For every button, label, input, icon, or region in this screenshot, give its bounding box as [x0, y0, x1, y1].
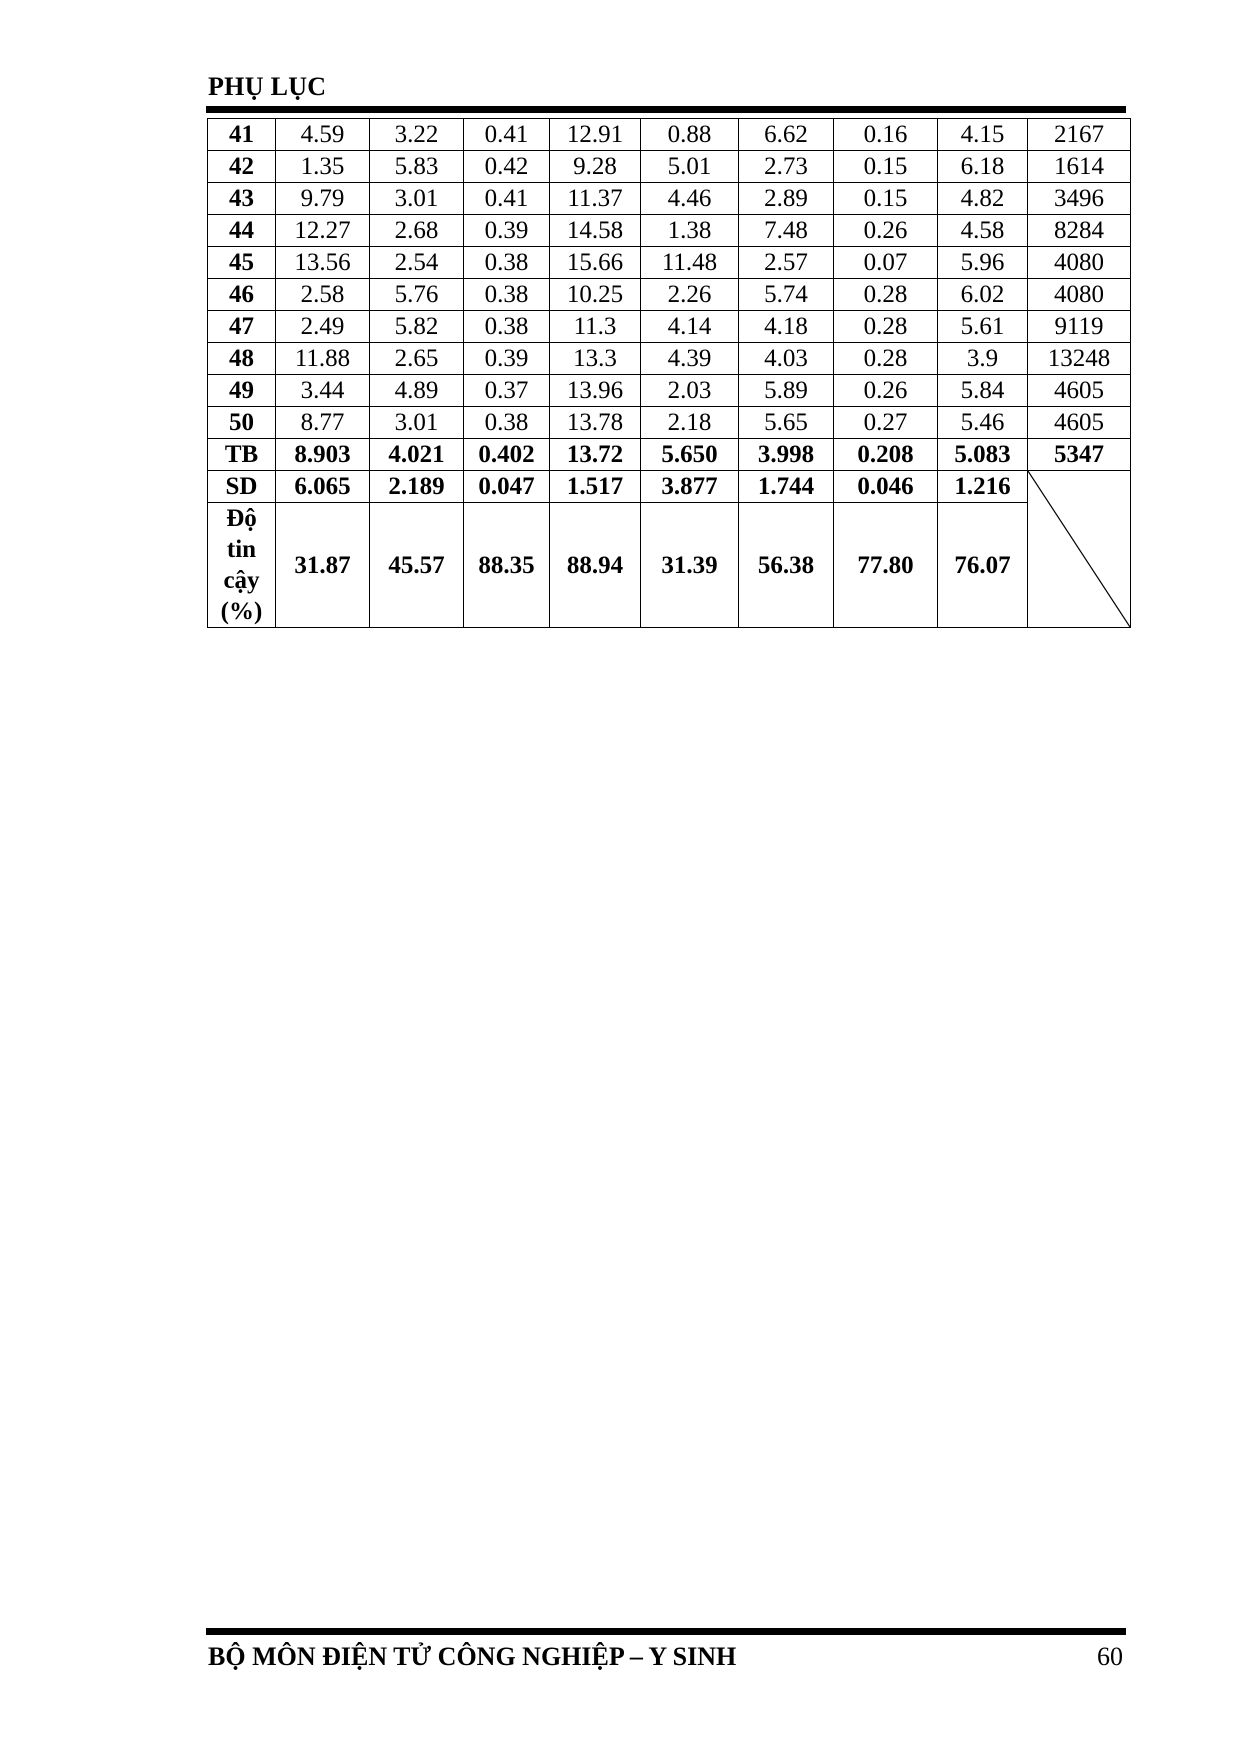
table-cell: 0.27	[834, 407, 938, 439]
mean-cell: 13.72	[550, 439, 641, 471]
mean-row-label: TB	[208, 439, 276, 471]
table-cell: 2.26	[641, 279, 739, 311]
table-cell: 0.28	[834, 343, 938, 375]
table-cell: 11.37	[550, 183, 641, 215]
table-cell: 2167	[1028, 119, 1131, 151]
table-cell: 5.61	[938, 311, 1028, 343]
confidence-cell: 76.07	[938, 503, 1028, 628]
table-row	[208, 407, 1131, 439]
table-cell: 0.26	[834, 375, 938, 407]
table-cell: 0.16	[834, 119, 938, 151]
row-label: 46	[208, 279, 276, 311]
table-cell: 12.91	[550, 119, 641, 151]
table-cell: 2.68	[370, 215, 464, 247]
table-row	[208, 311, 1131, 343]
row-label: 43	[208, 183, 276, 215]
sd-cell: 0.046	[834, 471, 938, 503]
table-cell: 5.74	[739, 279, 834, 311]
table-cell: 3496	[1028, 183, 1131, 215]
confidence-cell: 45.57	[370, 503, 464, 628]
row-label: 48	[208, 343, 276, 375]
table-cell: 2.57	[739, 247, 834, 279]
table-cell: 8.77	[276, 407, 370, 439]
table-cell: 0.39	[464, 215, 550, 247]
table-cell: 4080	[1028, 247, 1131, 279]
table-cell: 13.3	[550, 343, 641, 375]
sd-cell: 1.517	[550, 471, 641, 503]
table-cell: 4.14	[641, 311, 739, 343]
table-cell: 0.15	[834, 151, 938, 183]
row-label: 50	[208, 407, 276, 439]
diagonal-line	[1028, 471, 1130, 627]
confidence-cell: 88.35	[464, 503, 550, 628]
table-cell: 13.78	[550, 407, 641, 439]
table-cell: 5.46	[938, 407, 1028, 439]
table-cell: 11.88	[276, 343, 370, 375]
sd-cell: 3.877	[641, 471, 739, 503]
confidence-label-line: cậy	[223, 567, 260, 594]
confidence-row-label	[208, 503, 276, 628]
table-cell: 0.28	[834, 279, 938, 311]
table-cell: 0.42	[464, 151, 550, 183]
table-cell: 13.96	[550, 375, 641, 407]
table-cell: 0.88	[641, 119, 739, 151]
table-cell: 0.38	[464, 407, 550, 439]
table-row	[208, 343, 1131, 375]
confidence-cell: 88.94	[550, 503, 641, 628]
table-cell: 12.27	[276, 215, 370, 247]
table-cell: 5.96	[938, 247, 1028, 279]
table-cell: 14.58	[550, 215, 641, 247]
sd-row	[208, 471, 1131, 503]
table-cell: 2.18	[641, 407, 739, 439]
table-cell: 4.39	[641, 343, 739, 375]
table-cell: 5.84	[938, 375, 1028, 407]
table-cell: 2.03	[641, 375, 739, 407]
row-label: 44	[208, 215, 276, 247]
mean-cell: 3.998	[739, 439, 834, 471]
table-cell: 5.83	[370, 151, 464, 183]
mean-cell: 5347	[1028, 439, 1131, 471]
empty-diagonal-cell	[1028, 471, 1131, 628]
table-cell: 2.54	[370, 247, 464, 279]
table-cell: 3.44	[276, 375, 370, 407]
table-cell: 6.62	[739, 119, 834, 151]
table-cell: 9.79	[276, 183, 370, 215]
table-cell: 0.39	[464, 343, 550, 375]
page-header-title: PHỤ LỤC	[208, 72, 327, 101]
table-cell: 2.73	[739, 151, 834, 183]
table-cell: 3.01	[370, 407, 464, 439]
table-cell: 5.01	[641, 151, 739, 183]
table-cell: 4.82	[938, 183, 1028, 215]
table-cell: 13.56	[276, 247, 370, 279]
mean-cell: 0.208	[834, 439, 938, 471]
confidence-cell: 56.38	[739, 503, 834, 628]
row-label: 42	[208, 151, 276, 183]
table-cell: 4.03	[739, 343, 834, 375]
table-cell: 1.35	[276, 151, 370, 183]
table-row	[208, 119, 1131, 151]
data-table	[207, 118, 1131, 628]
table-cell: 9.28	[550, 151, 641, 183]
table-cell: 4.18	[739, 311, 834, 343]
table-cell: 13248	[1028, 343, 1131, 375]
table-cell: 5.89	[739, 375, 834, 407]
page-number: 60	[1097, 1642, 1123, 1671]
table-cell: 0.26	[834, 215, 938, 247]
confidence-row	[208, 503, 1131, 628]
table-cell: 4605	[1028, 407, 1131, 439]
table-cell: 0.37	[464, 375, 550, 407]
mean-cell: 0.402	[464, 439, 550, 471]
table-cell: 5.82	[370, 311, 464, 343]
table-cell: 6.18	[938, 151, 1028, 183]
table-row	[208, 151, 1131, 183]
row-label: 41	[208, 119, 276, 151]
row-label: 49	[208, 375, 276, 407]
table-cell: 4.15	[938, 119, 1028, 151]
table-cell: 15.66	[550, 247, 641, 279]
sd-cell: 1.216	[938, 471, 1028, 503]
table-cell: 0.38	[464, 279, 550, 311]
mean-cell: 5.650	[641, 439, 739, 471]
table-cell: 4.89	[370, 375, 464, 407]
table-cell: 2.49	[276, 311, 370, 343]
sd-cell: 2.189	[370, 471, 464, 503]
table-cell: 0.28	[834, 311, 938, 343]
table-row	[208, 279, 1131, 311]
table-cell: 0.07	[834, 247, 938, 279]
sd-cell: 0.047	[464, 471, 550, 503]
table-cell: 2.58	[276, 279, 370, 311]
confidence-label-line: (%)	[220, 598, 263, 625]
table-cell: 4.58	[938, 215, 1028, 247]
table-cell: 10.25	[550, 279, 641, 311]
row-label: 45	[208, 247, 276, 279]
footer-department: BỘ MÔN ĐIỆN TỬ CÔNG NGHIỆP – Y SINH	[208, 1642, 737, 1671]
mean-cell: 5.083	[938, 439, 1028, 471]
table-cell: 5.65	[739, 407, 834, 439]
confidence-label-line: Độ	[226, 505, 257, 532]
table-cell: 3.9	[938, 343, 1028, 375]
table-cell: 4080	[1028, 279, 1131, 311]
table-cell: 11.48	[641, 247, 739, 279]
footer-rule	[206, 1628, 1126, 1635]
header-rule	[206, 106, 1126, 113]
table-cell: 0.41	[464, 183, 550, 215]
table-cell: 3.01	[370, 183, 464, 215]
table-cell: 6.02	[938, 279, 1028, 311]
table-cell: 0.38	[464, 311, 550, 343]
table-cell: 1614	[1028, 151, 1131, 183]
table-cell: 0.41	[464, 119, 550, 151]
table-cell: 1.38	[641, 215, 739, 247]
table-row	[208, 375, 1131, 407]
table-cell: 3.22	[370, 119, 464, 151]
row-label: 47	[208, 311, 276, 343]
table-body	[208, 119, 1131, 628]
mean-cell: 4.021	[370, 439, 464, 471]
confidence-cell: 77.80	[834, 503, 938, 628]
table-cell: 2.89	[739, 183, 834, 215]
mean-row	[208, 439, 1131, 471]
table-cell: 4.59	[276, 119, 370, 151]
confidence-label-line: tin	[226, 536, 257, 563]
table-row	[208, 215, 1131, 247]
confidence-cell: 31.39	[641, 503, 739, 628]
table-cell: 9119	[1028, 311, 1131, 343]
table-cell: 0.38	[464, 247, 550, 279]
sd-cell: 1.744	[739, 471, 834, 503]
table-cell: 4.46	[641, 183, 739, 215]
sd-cell: 6.065	[276, 471, 370, 503]
table-cell: 5.76	[370, 279, 464, 311]
table-cell: 0.15	[834, 183, 938, 215]
confidence-cell: 31.87	[276, 503, 370, 628]
table-cell: 7.48	[739, 215, 834, 247]
table-row	[208, 183, 1131, 215]
mean-cell: 8.903	[276, 439, 370, 471]
table-cell: 2.65	[370, 343, 464, 375]
table-cell: 11.3	[550, 311, 641, 343]
sd-row-label: SD	[208, 471, 276, 503]
table-cell: 8284	[1028, 215, 1131, 247]
table-row	[208, 247, 1131, 279]
table-cell: 4605	[1028, 375, 1131, 407]
